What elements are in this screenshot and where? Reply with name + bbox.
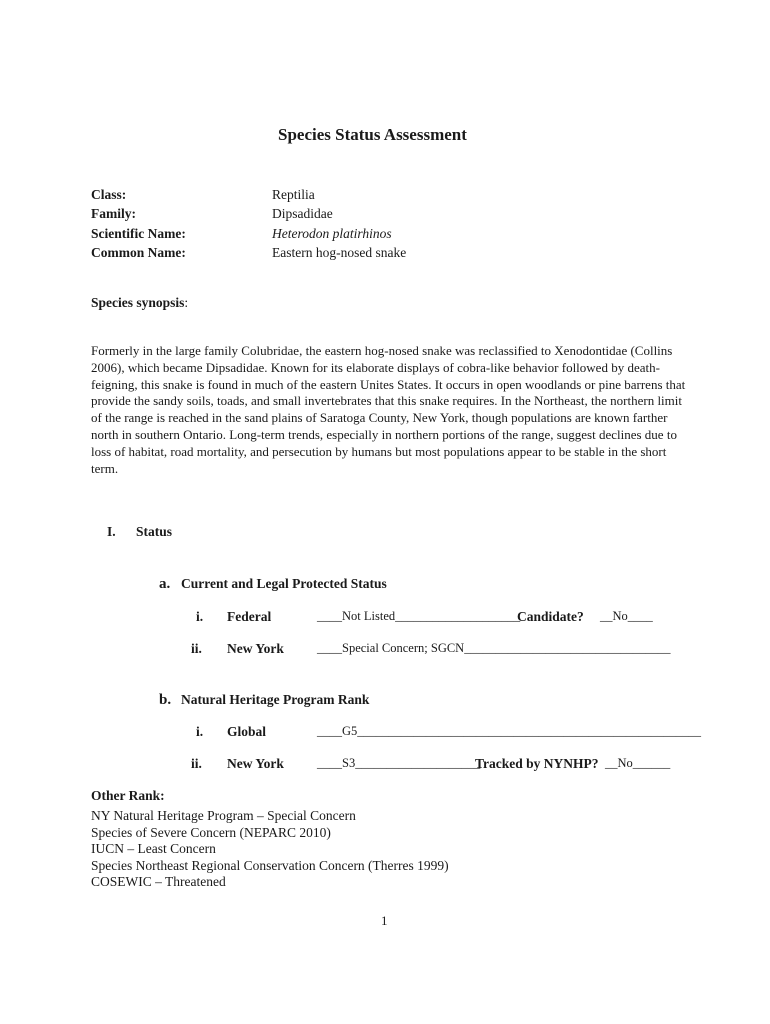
synopsis-heading-text: Species synopsis [91,295,185,310]
class-label: Class: [91,187,127,202]
class-value: Reptilia [272,187,315,202]
list-item: IUCN – Least Concern [91,841,216,856]
federal-label: Federal [227,609,272,624]
federal-status-value: ____Not Listed____________________ [317,609,521,623]
list-item: NY Natural Heritage Program – Special Concern [91,808,356,823]
page-number: 1 [381,913,388,928]
federal-numeral: i. [196,609,204,624]
family-label: Family: [91,206,136,221]
scientific-name-value: Heterodon platirhinos [272,226,392,241]
page-title: Species Status Assessment [278,125,467,144]
family-value: Dipsadidae [272,206,333,221]
subsection-a-heading: Current and Legal Protected Status [181,576,387,591]
candidate-label: Candidate? [517,609,584,624]
other-rank-list [91,808,449,891]
ny-status-value: ____Special Concern; SGCN_________________________________ [317,641,671,655]
candidate-value: __No____ [600,609,653,623]
subsection-b-heading: Natural Heritage Program Rank [181,692,370,707]
ny-rank-numeral: ii. [191,756,202,771]
ny-rank-label: New York [227,756,284,771]
common-name-value: Eastern hog-nosed snake [272,245,407,260]
list-item: Species of Severe Concern (NEPARC 2010) [91,824,331,840]
common-name-label: Common Name: [91,245,186,260]
ny-status-numeral: ii. [191,641,202,656]
section-1-numeral: I. [107,524,116,539]
list-item: Species Northeast Regional Conservation Concern (Therres 1999) [91,857,449,873]
synopsis-paragraph: Formerly in the large family Colubridae, the eastern hog-nosed snake was reclassified to Xenodontidae (Collins 2006), which became Dipsadidae. Known for its elaborate displays of cobra-like behavior followed by death-feigning, this snake is found in much of the eastern Unites States. It occurs in open woodlands or pine barrens that provide the sandy soils, toads, and small invertebrates that this snake requires. In the Northeast, the northern limit of the range is reached in the sand plains of Saratoga County, New York, though populations are known farther north in southern Ontario. Long-term trends, especially in northern portions of the range, suggest declines due to loss of habitat, road mortality, and persecution by humans but most populations appear to be stable in the short term. [91,343,686,476]
synopsis-heading-colon: : [184,295,189,310]
tracked-label: Tracked by NYNHP? [475,756,599,771]
tracked-value: __No______ [605,756,671,770]
global-rank-value: ____G5_______________________________________________________ [317,724,702,738]
synopsis-heading [91,295,188,311]
ny-status-label: New York [227,641,284,656]
subsection-a-letter: a. [159,576,171,592]
other-rank-heading: Other Rank: [91,788,165,803]
global-rank-numeral: i. [196,724,204,739]
subsection-b-letter: b. [159,692,172,708]
global-rank-label: Global [227,724,267,739]
section-1-heading: Status [136,524,173,539]
ny-rank-value: ____S3____________________ [317,756,481,770]
scientific-name-label: Scientific Name: [91,226,186,241]
list-item: COSEWIC – Threatened [91,874,226,889]
